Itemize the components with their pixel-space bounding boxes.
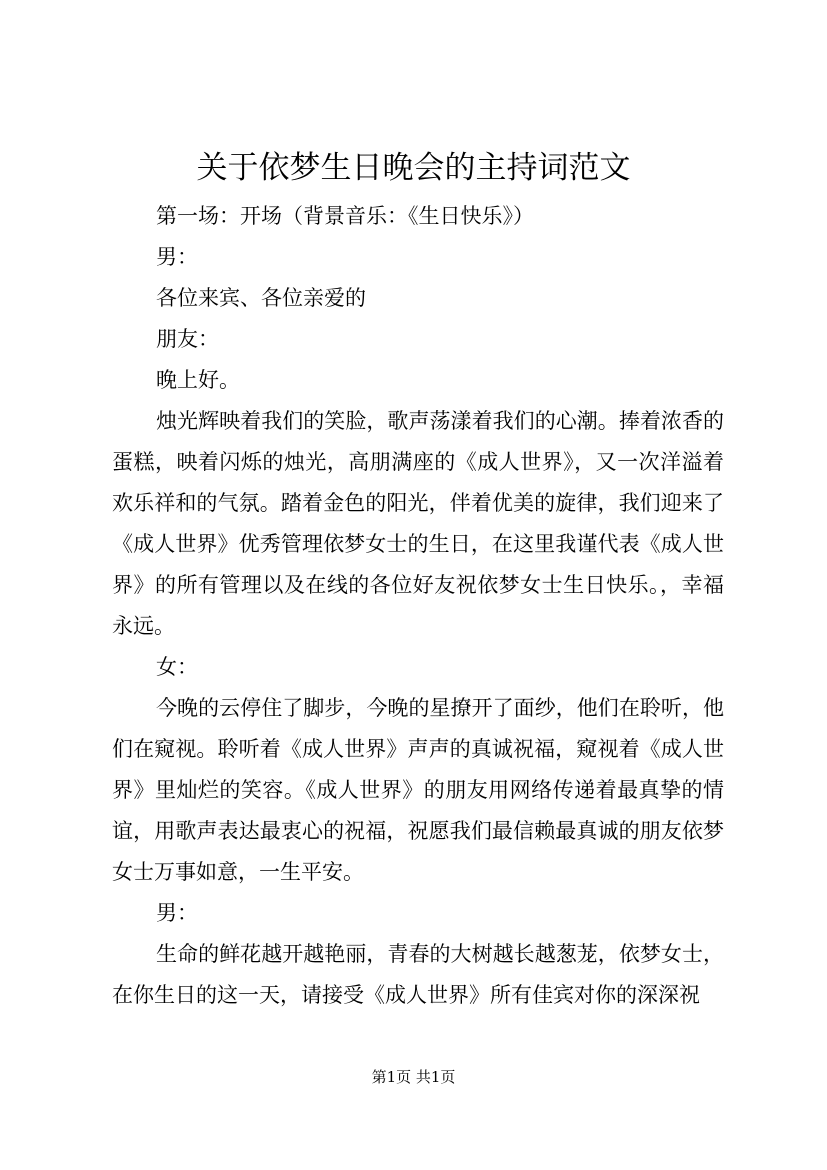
paragraph-good-evening: 晚上好。 [156, 368, 240, 392]
paragraph-tonight-clouds: 今晚的云停住了脚步，今晚的星撩开了面纱，他们在聆听，他们在窥视。聆听着《成人世界》声声的真诚祝福，窥视着《成人世界》里灿烂的笑容。《成人世界》的朋友用网络传递着最真挚的情谊，用歌声表达最衷心的祝福，祝愿我们最信赖最真诚的朋友依梦女士万事如意，一生平安。 [112, 696, 724, 884]
page-footer: 第1页 共1页 [371, 1068, 456, 1086]
paragraph-female-speaker: 女： [156, 655, 198, 679]
document-body [112, 196, 724, 1016]
paragraph-friends: 朋友： [156, 327, 219, 351]
paragraph-flowers-of-life: 生命的鲜花越开越艳丽，青春的大树越长越葱茏，依梦女士，在你生日的这一天，请接受《成人世界》所有佳宾对你的深深祝 [112, 942, 724, 1007]
paragraph-scene-one: 第一场：开场（背景音乐：《生日快乐》） [156, 204, 534, 228]
paragraph-candlelight: 烛光辉映着我们的笑脸，歌声荡漾着我们的心潮。捧着浓香的蛋糕，映着闪烁的烛光，高朋满座的《成人世界》，又一次洋溢着欢乐祥和的气氛。踏着金色的阳光，伴着优美的旋律，我们迎来了《成人世界》优秀管理依梦女士的生日，在这里我谨代表《成人世界》的所有管理以及在线的各位好友祝依梦女士生日快乐。，幸福永远。 [112, 409, 724, 638]
paragraph-male-speaker: 男： [156, 245, 198, 269]
paragraph-male-speaker-2: 男： [156, 901, 198, 925]
document-title: 关于依梦生日晚会的主持词范文 [196, 150, 631, 186]
paragraph-greeting-guests: 各位来宾、各位亲爱的 [156, 286, 366, 310]
